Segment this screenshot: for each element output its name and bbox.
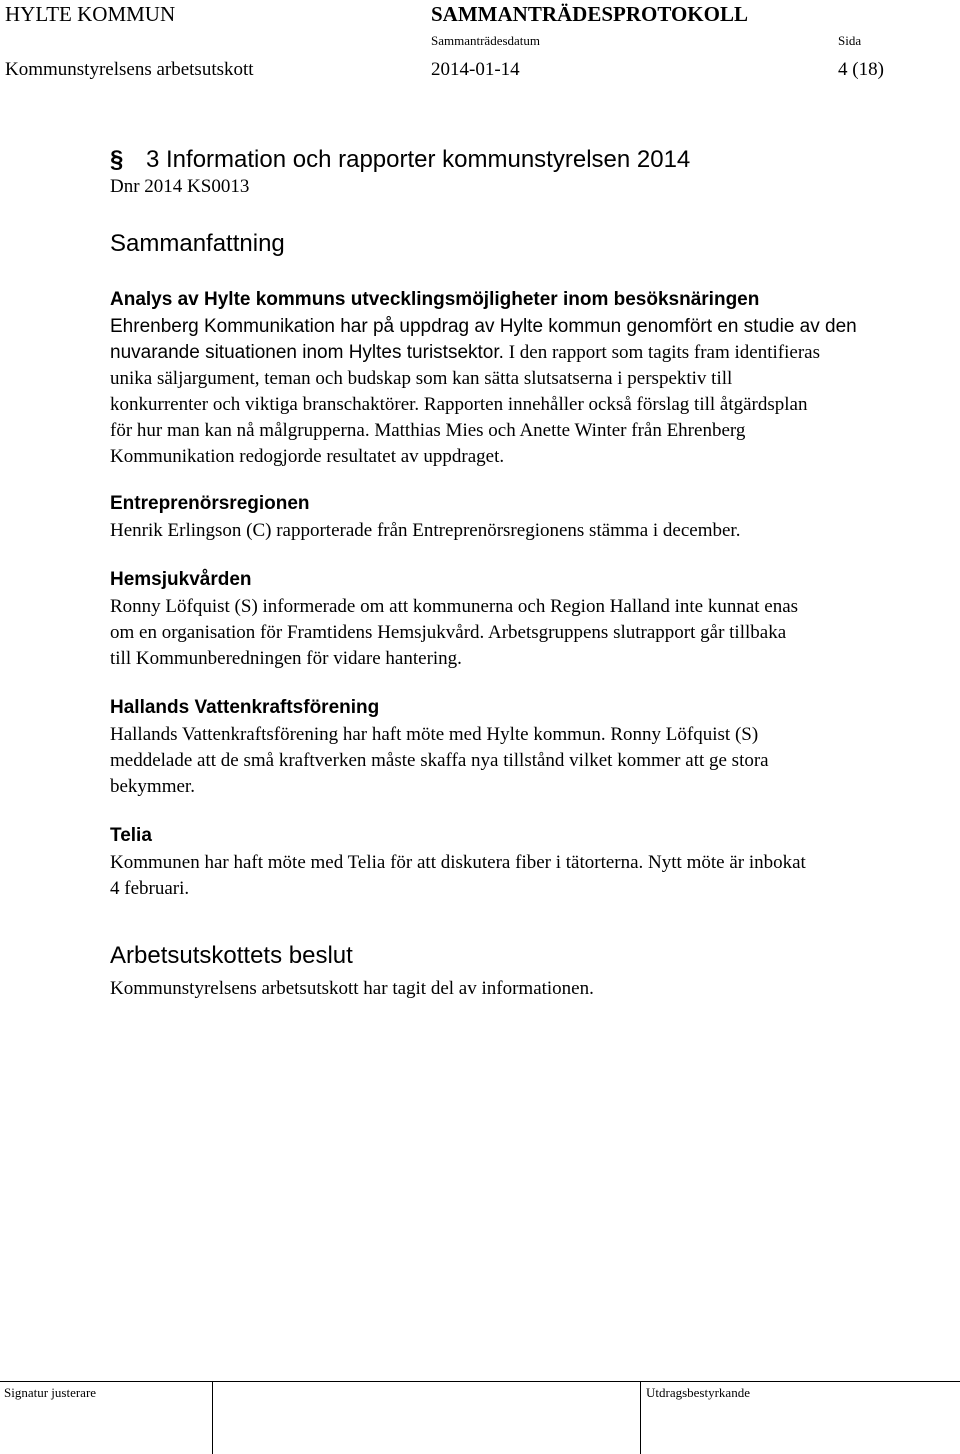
decision-heading: Arbetsutskottets beslut (110, 942, 353, 969)
organization-name: HYLTE KOMMUN (5, 2, 176, 26)
paragraph-line: Hallands Vattenkraftsförening har haft möte med Hylte kommun. Ronny Löfquist (S) (110, 724, 759, 745)
paragraph-line: för hur man kan nå målgrupperna. Matthias Mies och Anette Winter från Ehrenberg (110, 420, 746, 441)
subheading-telia: Telia (110, 825, 152, 846)
paragraph-line: konkurrenter och viktiga branschaktörer. Rapporten innehåller också förslag till åtgärdsplan (110, 394, 808, 415)
paragraph-line: Kommunen har haft möte med Telia för att diskutera fiber i tätorterna. Nytt möte är inbokat (110, 852, 806, 873)
paragraph-line: meddelade att de små kraftverken måste skaffa nya tillstånd vilket kommer att ge stora (110, 750, 769, 771)
paragraph-line: om en organisation för Framtidens Hemsjukvård. Arbetsgruppens slutrapport går tillbaka (110, 622, 787, 643)
paragraph-line-part: nuvarande situationen inom Hyltes turistsektor. (110, 342, 504, 363)
subheading-hydropower-association: Hallands Vattenkraftsförening (110, 697, 380, 718)
paragraph-telia (110, 850, 940, 902)
paragraph-entrepreneur-region (110, 518, 940, 544)
paragraph-line: Ronny Löfquist (S) informerade om att kommunerna och Region Halland inte kunnat enas (110, 596, 799, 617)
paragraph-line: Ehrenberg Kommunikation har på uppdrag av Hylte kommun genomfört en studie av den (110, 316, 857, 337)
paragraph-line (110, 340, 940, 366)
paragraph-tourism-analysis (110, 314, 940, 470)
paragraph-line: Kommunikation redogjorde resultatet av uppdraget. (110, 446, 505, 467)
paragraph-line: bekymmer. (110, 776, 195, 797)
footer-top-border (0, 1381, 960, 1382)
signature-label: Signatur justerare (4, 1385, 97, 1400)
paragraph-line: till Kommunberedningen för vidare hantering. (110, 648, 462, 669)
meeting-date-label: Sammanträdesdatum (431, 33, 541, 48)
paragraph-line: unika säljargument, teman och budskap som kan sätta slutsatserna i perspektiv till (110, 368, 733, 389)
paragraph-hydropower-association (110, 722, 940, 800)
summary-heading: Sammanfattning (110, 230, 285, 257)
paragraph-line-part: I den rapport som tagits fram identifieras (503, 342, 820, 363)
meeting-date: 2014-01-14 (431, 59, 520, 80)
paragraph-line: 4 februari. (110, 878, 190, 899)
item-title: 3 Information och rapporter kommunstyrelsen 2014 (146, 146, 691, 173)
paragraph-home-care (110, 594, 940, 672)
page-number: 4 (18) (838, 59, 884, 80)
page-label: Sida (838, 33, 862, 48)
section-sign: § (110, 146, 124, 173)
footer-divider (212, 1381, 213, 1454)
extract-certification-label: Utdragsbestyrkande (646, 1385, 750, 1400)
footer-divider (640, 1381, 641, 1454)
decision-text: Kommunstyrelsens arbetsutskott har tagit del av informationen. (110, 978, 594, 999)
document-type: SAMMANTRÄDESPROTOKOLL (431, 2, 748, 26)
subheading-tourism-analysis: Analys av Hylte kommuns utvecklingsmöjligheter inom besöksnäringen (110, 289, 760, 310)
subheading-entrepreneur-region: Entreprenörsregionen (110, 493, 310, 514)
subheading-home-care: Hemsjukvården (110, 569, 252, 590)
paragraph-line: Henrik Erlingson (C) rapporterade från Entreprenörsregionens stämma i december. (110, 520, 741, 541)
diary-number: Dnr 2014 KS0013 (110, 176, 250, 197)
committee-name: Kommunstyrelsens arbetsutskott (5, 59, 254, 80)
